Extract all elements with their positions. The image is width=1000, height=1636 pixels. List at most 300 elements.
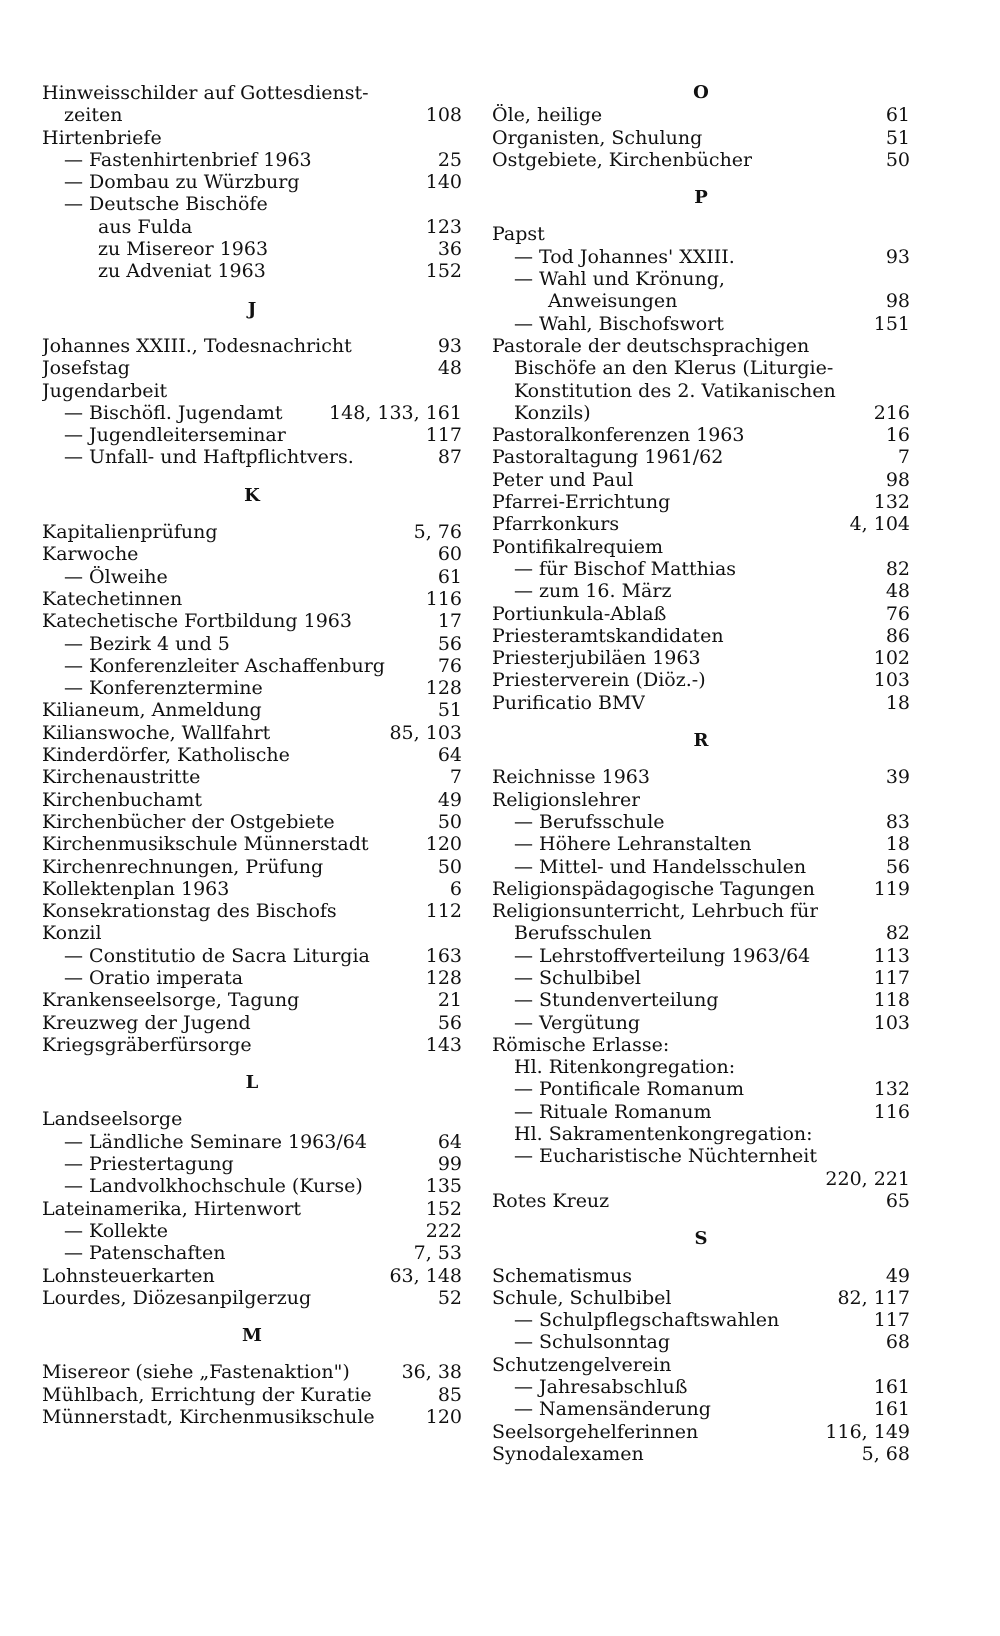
- page-reference: 132: [873, 491, 910, 514]
- index-entry: [42, 149, 462, 171]
- index-entry: [492, 536, 910, 558]
- index-entry: [492, 1309, 910, 1331]
- index-term: Anweisungen: [548, 290, 678, 313]
- page-reference: 82, 117: [837, 1286, 910, 1309]
- index-term: — Mittel- und Handelsschulen: [514, 855, 807, 878]
- index-entry: [492, 878, 910, 900]
- index-term: Religionsunterricht, Lehrbuch für: [492, 900, 819, 923]
- index-entry: [42, 521, 462, 543]
- index-entry: [42, 82, 462, 104]
- index-entry: [42, 811, 462, 833]
- index-entry: [42, 878, 462, 900]
- index-term: — Jugendleiterseminar: [64, 424, 286, 447]
- index-term: zeiten: [64, 104, 123, 127]
- index-entry: [492, 1265, 910, 1287]
- index-entry: [42, 989, 462, 1011]
- index-term: Portiunkula-Ablaß: [492, 602, 667, 625]
- index-term: Synodalexamen: [492, 1442, 644, 1465]
- index-entry: [492, 922, 910, 944]
- index-entry: [492, 469, 910, 491]
- page-reference: 51: [437, 699, 462, 722]
- index-term: — Schulpflegschaftswahlen: [514, 1309, 780, 1332]
- index-entry: [42, 856, 462, 878]
- page-reference: 161: [873, 1398, 910, 1421]
- page-reference: 64: [437, 744, 462, 767]
- index-term: Pastoralkonferenzen 1963: [492, 424, 745, 447]
- index-entry: [42, 633, 462, 655]
- index-entry: [492, 1190, 910, 1212]
- index-entry: [492, 856, 910, 878]
- page-reference: 140: [425, 171, 462, 194]
- index-entry: [492, 335, 910, 357]
- page-reference: 51: [885, 126, 910, 149]
- index-entry: [42, 216, 462, 238]
- index-term: Josefstag: [42, 357, 130, 380]
- index-entry: [492, 1443, 910, 1465]
- index-term: Kreuzweg der Jugend: [42, 1011, 251, 1034]
- index-term: — Wahl, Bischofswort: [514, 312, 724, 335]
- index-term: — Eucharistische Nüchternheit: [514, 1145, 818, 1168]
- index-term: — Schulbibel: [514, 966, 641, 989]
- index-entry: [492, 149, 910, 171]
- index-entry: [42, 722, 462, 744]
- index-entry: [42, 699, 462, 721]
- index-term: — Kollekte: [64, 1219, 168, 1242]
- index-entry: [492, 1398, 910, 1420]
- index-entry: [42, 380, 462, 402]
- page-reference: 113: [873, 944, 910, 967]
- index-term: Kapitalienprüfung: [42, 521, 218, 544]
- page-reference: 50: [437, 855, 462, 878]
- page-reference: 93: [437, 334, 462, 357]
- index-term: Pfarrkonkurs: [492, 513, 620, 536]
- page-reference: 21: [437, 989, 462, 1012]
- index-term: Religionspädagogische Tagungen: [492, 877, 815, 900]
- index-term: Pastoraltagung 1961/62: [492, 446, 724, 469]
- section-letter-s: S: [694, 1228, 708, 1250]
- index-term: Hirtenbriefe: [42, 126, 162, 149]
- page-reference: 123: [425, 215, 462, 238]
- index-entry: [492, 1354, 910, 1376]
- index-term: Konzils): [514, 401, 591, 424]
- index-term: Römische Erlasse:: [492, 1033, 670, 1056]
- index-term: Seelsorgehelferinnen: [492, 1420, 699, 1443]
- index-entry: [42, 655, 462, 677]
- section-letter-k: K: [244, 484, 260, 506]
- index-entry: [42, 1153, 462, 1175]
- page-reference: 148, 133, 161: [329, 401, 462, 424]
- page-reference: 50: [885, 148, 910, 171]
- index-term: — für Bischof Matthias: [514, 557, 737, 580]
- index-term: Religionslehrer: [492, 788, 641, 811]
- page-reference: 161: [873, 1376, 910, 1399]
- index-entry: [42, 566, 462, 588]
- index-term: Jugendarbeit: [42, 379, 168, 402]
- index-term: Öle, heilige: [492, 104, 603, 127]
- page-reference: 116: [873, 1100, 910, 1123]
- index-term: Pastorale der deutschsprachigen: [492, 334, 810, 357]
- index-entry: [42, 357, 462, 379]
- index-entry: [492, 446, 910, 468]
- page-reference: 39: [885, 766, 910, 789]
- index-entry: [42, 238, 462, 260]
- index-term: Reichnisse 1963: [492, 766, 650, 789]
- index-term: Landseelsorge: [42, 1108, 183, 1131]
- index-entry: [492, 603, 910, 625]
- index-entry: [42, 610, 462, 632]
- page-reference: 152: [425, 260, 462, 283]
- page-reference: 98: [885, 468, 910, 491]
- index-term: Lourdes, Diözesanpilgerzug: [42, 1286, 312, 1309]
- page-reference: 216: [873, 401, 910, 424]
- page-reference: 83: [885, 810, 910, 833]
- page-reference: 120: [425, 833, 462, 856]
- page-reference: 60: [437, 543, 462, 566]
- index-entry: [492, 1331, 910, 1353]
- index-term: — Konferenzleiter Aschaffenburg: [64, 654, 385, 677]
- index-term: Katechetische Fortbildung 1963: [42, 610, 352, 633]
- page-reference: 117: [873, 1309, 910, 1332]
- index-entry: [42, 900, 462, 922]
- index-term: Rotes Kreuz: [492, 1189, 610, 1212]
- index-term: Priesterjubiläen 1963: [492, 647, 701, 670]
- page-reference: 87: [437, 446, 462, 469]
- index-entry: [492, 380, 910, 402]
- index-term: Kirchenbücher der Ostgebiete: [42, 810, 335, 833]
- page-reference: 118: [873, 989, 910, 1012]
- index-entry: [492, 1376, 910, 1398]
- index-entry: [42, 1034, 462, 1056]
- index-entry: [42, 335, 462, 357]
- page-reference: 163: [425, 944, 462, 967]
- index-entry: [492, 1287, 910, 1309]
- index-term: Schutzengelverein: [492, 1353, 672, 1376]
- page-reference: 49: [885, 1264, 910, 1287]
- page-reference: 86: [885, 624, 910, 647]
- page-reference: 36, 38: [401, 1361, 462, 1384]
- index-term: — Bezirk 4 und 5: [64, 632, 230, 655]
- index-entry: [42, 1012, 462, 1034]
- index-entry: [492, 424, 910, 446]
- page-reference: 222: [425, 1219, 462, 1242]
- index-entry: [42, 104, 462, 126]
- page-reference: 68: [885, 1331, 910, 1354]
- page-reference: 116: [425, 587, 462, 610]
- page-reference: 82: [885, 922, 910, 945]
- page-reference: 120: [425, 1406, 462, 1429]
- index-term: Berufsschulen: [514, 922, 652, 945]
- index-entry: [42, 588, 462, 610]
- index-entry: [492, 491, 910, 513]
- index-entry: [42, 402, 462, 424]
- page-reference: 117: [425, 424, 462, 447]
- index-entry: [42, 543, 462, 565]
- index-term: — Tod Johannes' XXIII.: [514, 245, 735, 268]
- index-term: — Landvolkhochschule (Kurse): [64, 1175, 363, 1198]
- index-entry: [492, 1123, 910, 1145]
- page-reference: 16: [885, 424, 910, 447]
- index-entry: [492, 580, 910, 602]
- index-term: — Lehrstoffverteilung 1963/64: [514, 944, 811, 967]
- index-right-column: [492, 82, 910, 1465]
- page-reference: 143: [425, 1033, 462, 1056]
- page-reference: 119: [873, 877, 910, 900]
- page-reference: 220, 221: [825, 1167, 910, 1190]
- page-reference: 112: [425, 900, 462, 923]
- index-term: Schule, Schulbibel: [492, 1286, 672, 1309]
- page-reference: 52: [437, 1286, 462, 1309]
- index-entry: [42, 1131, 462, 1153]
- index-entry: [42, 1361, 462, 1383]
- index-entry: [42, 677, 462, 699]
- index-term: — Constitutio de Sacra Liturgia: [64, 944, 370, 967]
- index-term: Bischöfe an den Klerus (Liturgie-: [514, 357, 834, 380]
- index-entry: [42, 1198, 462, 1220]
- index-term: — Fastenhirtenbrief 1963: [64, 148, 312, 171]
- index-entry: [492, 692, 910, 714]
- index-term: — Deutsche Bischöfe: [64, 193, 268, 216]
- page-reference: 117: [873, 966, 910, 989]
- index-entry: [492, 669, 910, 691]
- page-reference: 5, 76: [413, 521, 462, 544]
- index-entry: [492, 290, 910, 312]
- index-term: Peter und Paul: [492, 468, 634, 491]
- page-reference: 93: [885, 245, 910, 268]
- index-term: — Ölweihe: [64, 565, 168, 588]
- index-entry: [492, 223, 910, 245]
- index-entry: [492, 1101, 910, 1123]
- index-term: Priesteramtskandidaten: [492, 624, 724, 647]
- index-term: Misereor (siehe „Fastenaktion"): [42, 1361, 350, 1384]
- page-reference: 6: [449, 877, 462, 900]
- page-reference: 82: [885, 557, 910, 580]
- index-entry: [492, 1421, 910, 1443]
- index-entry: [492, 246, 910, 268]
- index-entry: [492, 900, 910, 922]
- page-reference: 61: [437, 565, 462, 588]
- index-entry: [492, 127, 910, 149]
- index-entry: [492, 647, 910, 669]
- page-reference: 4, 104: [849, 513, 910, 536]
- index-term: Pfarrei-Errichtung: [492, 491, 671, 514]
- section-letter-l: L: [245, 1072, 259, 1094]
- page-reference: 7: [449, 766, 462, 789]
- index-entry: [492, 402, 910, 424]
- index-entry: [42, 127, 462, 149]
- index-entry: [492, 1034, 910, 1056]
- index-term: — Schulsonntag: [514, 1331, 671, 1354]
- index-term: — Ländliche Seminare 1963/64: [64, 1130, 367, 1153]
- index-term: — Unfall- und Haftpflichtvers.: [64, 446, 354, 469]
- index-entry: [492, 268, 910, 290]
- index-entry: [42, 1108, 462, 1130]
- index-term: — Pontificale Romanum: [514, 1078, 745, 1101]
- page-reference: 63, 148: [389, 1264, 462, 1287]
- index-term: Krankenseelsorge, Tagung: [42, 989, 300, 1012]
- index-entry: [42, 922, 462, 944]
- index-entry: [42, 833, 462, 855]
- index-term: — Vergütung: [514, 1011, 641, 1034]
- index-entry: [42, 171, 462, 193]
- index-term: Konstitution des 2. Vatikanischen: [514, 379, 836, 402]
- index-entry: [42, 193, 462, 215]
- index-entry: [42, 945, 462, 967]
- index-entry: [42, 967, 462, 989]
- index-term: Kollektenplan 1963: [42, 877, 230, 900]
- index-term: Schematismus: [492, 1264, 632, 1287]
- index-term: Ostgebiete, Kirchenbücher: [492, 148, 753, 171]
- index-entry: [42, 1175, 462, 1197]
- page-reference: 61: [885, 104, 910, 127]
- index-term: Katechetinnen: [42, 587, 183, 610]
- index-term: Lateinamerika, Hirtenwort: [42, 1197, 302, 1220]
- index-term: Johannes XXIII., Todesnachricht: [42, 334, 352, 357]
- index-term: Priesterverein (Diöz.-): [492, 669, 706, 692]
- index-term: Münnerstadt, Kirchenmusikschule: [42, 1406, 375, 1429]
- page-reference: 36: [437, 238, 462, 261]
- index-entry: [492, 104, 910, 126]
- index-entry: [492, 766, 910, 788]
- index-entry: [492, 989, 910, 1011]
- page-reference: 85: [437, 1383, 462, 1406]
- index-term: zu Adveniat 1963: [98, 260, 266, 283]
- index-term: Mühlbach, Errichtung der Kuratie: [42, 1383, 372, 1406]
- page-reference: 17: [437, 610, 462, 633]
- section-letter-r: R: [693, 730, 709, 752]
- index-term: — Berufsschule: [514, 810, 665, 833]
- index-entry: [42, 1242, 462, 1264]
- page-reference: 128: [425, 677, 462, 700]
- index-term: Hl. Ritenkongregation:: [514, 1056, 736, 1079]
- index-entry: [492, 789, 910, 811]
- page-reference: 64: [437, 1130, 462, 1153]
- index-entry: [42, 1287, 462, 1309]
- index-term: zu Misereor 1963: [98, 238, 269, 261]
- page-reference: 108: [425, 104, 462, 127]
- index-term: Konzil: [42, 922, 102, 945]
- page-reference: 65: [885, 1189, 910, 1212]
- index-entry: [42, 766, 462, 788]
- page-reference: 98: [885, 290, 910, 313]
- page-reference: 5, 68: [861, 1442, 910, 1465]
- index-term: — Höhere Lehranstalten: [514, 833, 752, 856]
- index-term: Kirchenmusikschule Münnerstadt: [42, 833, 369, 856]
- index-entry: [492, 945, 910, 967]
- page-reference: 76: [885, 602, 910, 625]
- section-letter-m: M: [242, 1325, 262, 1347]
- page-reference: 7, 53: [413, 1242, 462, 1265]
- index-entry: [42, 1220, 462, 1242]
- index-entry: [42, 424, 462, 446]
- page-reference: 25: [437, 148, 462, 171]
- index-entry: [492, 1078, 910, 1100]
- index-entry: [42, 1406, 462, 1428]
- page-reference: 116, 149: [825, 1420, 910, 1443]
- page-reference: 48: [885, 580, 910, 603]
- index-term: — Wahl und Krönung,: [514, 268, 725, 291]
- index-entry: [492, 625, 910, 647]
- section-letter-j: J: [247, 298, 257, 320]
- index-entry: [492, 1012, 910, 1034]
- index-entry-continuation: [492, 1168, 910, 1190]
- index-entry: [42, 1384, 462, 1406]
- index-term: — Stundenverteilung: [514, 989, 719, 1012]
- page-reference: 48: [437, 357, 462, 380]
- index-term: — Bischöfl. Jugendamt: [64, 401, 283, 424]
- page-reference: 56: [885, 855, 910, 878]
- index-term: — Priestertagung: [64, 1153, 234, 1176]
- page-reference: 103: [873, 669, 910, 692]
- index-term: Karwoche: [42, 543, 139, 566]
- index-entry: [492, 967, 910, 989]
- index-entry: [42, 260, 462, 282]
- index-term: — Namensänderung: [514, 1398, 711, 1421]
- index-term: Hinweisschilder auf Gottesdienst-: [42, 82, 369, 104]
- index-entry: [42, 744, 462, 766]
- section-letter-p: P: [694, 187, 708, 209]
- index-entry: [492, 1145, 910, 1167]
- page-reference: 76: [437, 654, 462, 677]
- index-term: Hl. Sakramentenkongregation:: [514, 1123, 813, 1146]
- index-term: — Jahresabschluß: [514, 1376, 688, 1399]
- page-reference: 135: [425, 1175, 462, 1198]
- index-term: Kilianswoche, Wallfahrt: [42, 721, 271, 744]
- page-reference: 152: [425, 1197, 462, 1220]
- index-term: — Dombau zu Würzburg: [64, 171, 300, 194]
- index-term: Kirchenbuchamt: [42, 788, 202, 811]
- index-term: — Konferenztermine: [64, 677, 263, 700]
- index-entry: [492, 811, 910, 833]
- page-reference: 151: [873, 312, 910, 335]
- page-reference: 102: [873, 647, 910, 670]
- index-term: Kinderdörfer, Katholische: [42, 744, 290, 767]
- index-entry: [42, 789, 462, 811]
- page-reference: 7: [897, 446, 910, 469]
- index-term: Kirchenaustritte: [42, 766, 201, 789]
- index-term: Kirchenrechnungen, Prüfung: [42, 855, 324, 878]
- index-term: aus Fulda: [98, 215, 193, 238]
- page-reference: 56: [437, 632, 462, 655]
- page-reference: 18: [885, 691, 910, 714]
- index-term: Kriegsgräberfürsorge: [42, 1033, 252, 1056]
- index-term: Pontifikalrequiem: [492, 535, 664, 558]
- index-term: — Rituale Romanum: [514, 1100, 712, 1123]
- index-entry: [492, 1056, 910, 1078]
- index-left-column: [42, 82, 462, 1428]
- page-reference: 56: [437, 1011, 462, 1034]
- page-reference: 49: [437, 788, 462, 811]
- page-reference: 128: [425, 966, 462, 989]
- page-reference: 85, 103: [389, 721, 462, 744]
- index-entry: [492, 313, 910, 335]
- page-reference: 99: [437, 1153, 462, 1176]
- index-entry: [492, 558, 910, 580]
- page-reference: 50: [437, 810, 462, 833]
- index-entry: [42, 446, 462, 468]
- section-letter-o: O: [693, 82, 709, 103]
- index-term: Lohnsteuerkarten: [42, 1264, 215, 1287]
- index-entry: [492, 833, 910, 855]
- index-term: Konsekrationstag des Bischofs: [42, 900, 337, 923]
- index-entry: [42, 1265, 462, 1287]
- page-reference: 132: [873, 1078, 910, 1101]
- index-term: — Patenschaften: [64, 1242, 226, 1265]
- index-term: Purificatio BMV: [492, 691, 646, 714]
- index-term: — zum 16. März: [514, 580, 672, 603]
- index-term: Organisten, Schulung: [492, 126, 703, 149]
- index-entry: [492, 513, 910, 535]
- index-term: Papst: [492, 223, 545, 246]
